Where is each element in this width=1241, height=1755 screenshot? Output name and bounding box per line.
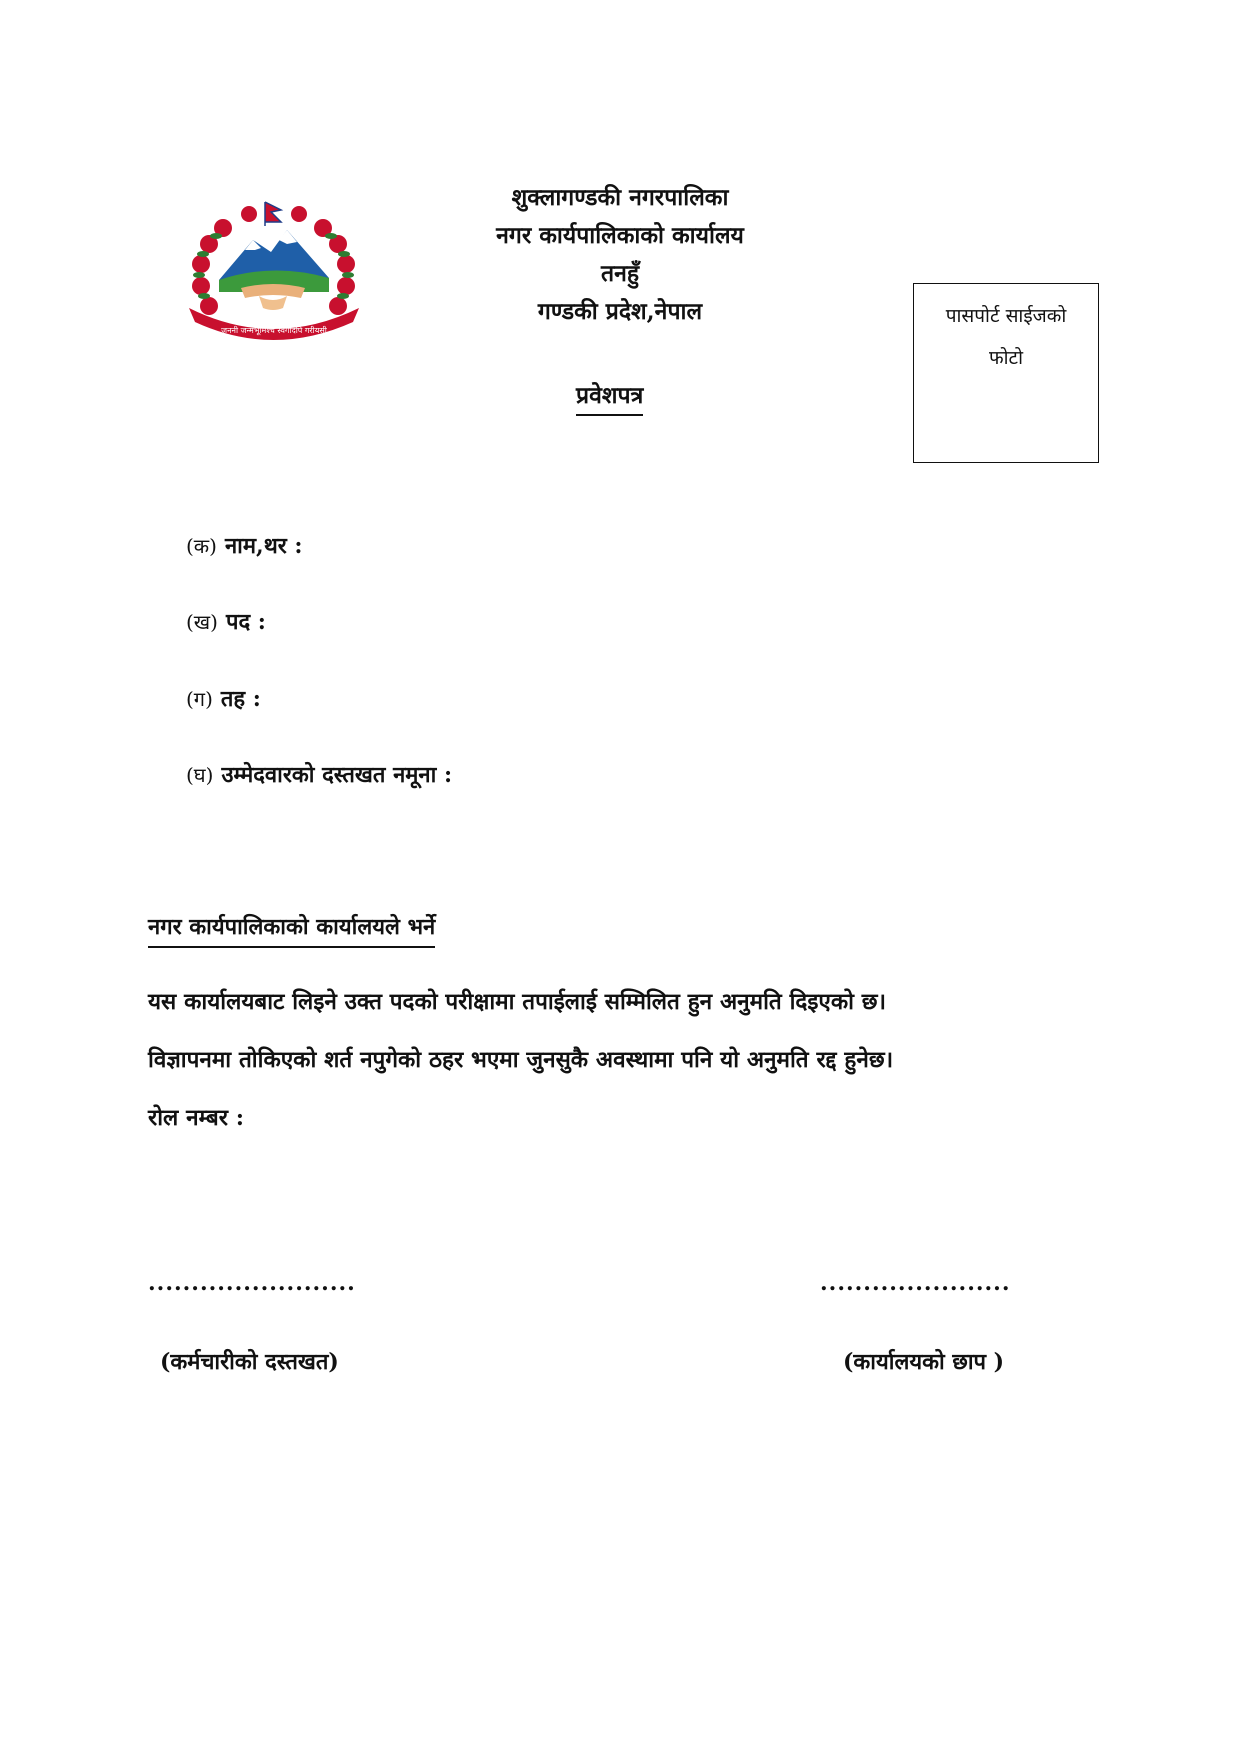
nepal-coat-of-arms-icon (183, 200, 365, 350)
field-label: पद : (225, 609, 266, 635)
condition-paragraph: विज्ञापनमा तोकिएको शर्त नपुगेको ठहर भएमा जुनसुकै अवस्थामा पनि यो अनुमति रद्द हुनेछ। (148, 1047, 894, 1073)
passport-photo-box (913, 283, 1099, 463)
field-label: तह : (220, 686, 261, 712)
photo-box-label-line2: फोटो (988, 347, 1024, 369)
field-label: उम्मेदवारको दस्तखत नमूना : (221, 762, 453, 788)
field-level (186, 683, 261, 713)
field-number: (क) (186, 534, 217, 558)
emblem-banner-text: जननी जन्मभूमिश्च स्वर्गादपि गरीयसी (221, 326, 327, 335)
roll-number-label: रोल नम्बर : (148, 1105, 245, 1131)
municipality-name: शुक्लागण्डकी नगरपालिका (511, 184, 729, 211)
field-post (186, 606, 266, 636)
field-name (186, 530, 303, 560)
office-name: नगर कार्यपालिकाको कार्यालय (496, 222, 744, 249)
permission-paragraph: यस कार्यालयबाट लिइने उक्त पदको परीक्षामा तपाईलाई सम्मिलित हुन अनुमति दिइएको छ। (148, 989, 887, 1015)
district-name: तनहुँ (600, 260, 640, 287)
staff-signature-label: (कर्मचारीको दस्तखत) (160, 1349, 339, 1375)
photo-box-label-line1: पासपोर्ट साईजको (945, 305, 1067, 327)
field-number: (ख) (186, 610, 218, 634)
office-stamp-line: ...................... (820, 1270, 1011, 1296)
document-title: प्रवेशपत्र (576, 378, 643, 416)
field-number: (घ) (186, 763, 214, 787)
province-country: गण्डकी प्रदेश,नेपाल (537, 298, 703, 325)
staff-signature-line: ........................ (148, 1270, 356, 1296)
field-signature-sample (186, 759, 452, 789)
field-label: नाम,थर : (224, 533, 303, 559)
field-number: (ग) (186, 687, 213, 711)
office-section-heading: नगर कार्यपालिकाको कार्यालयले भर्ने (148, 911, 435, 948)
office-stamp-label: (कार्यालयको छाप ) (843, 1349, 1005, 1375)
